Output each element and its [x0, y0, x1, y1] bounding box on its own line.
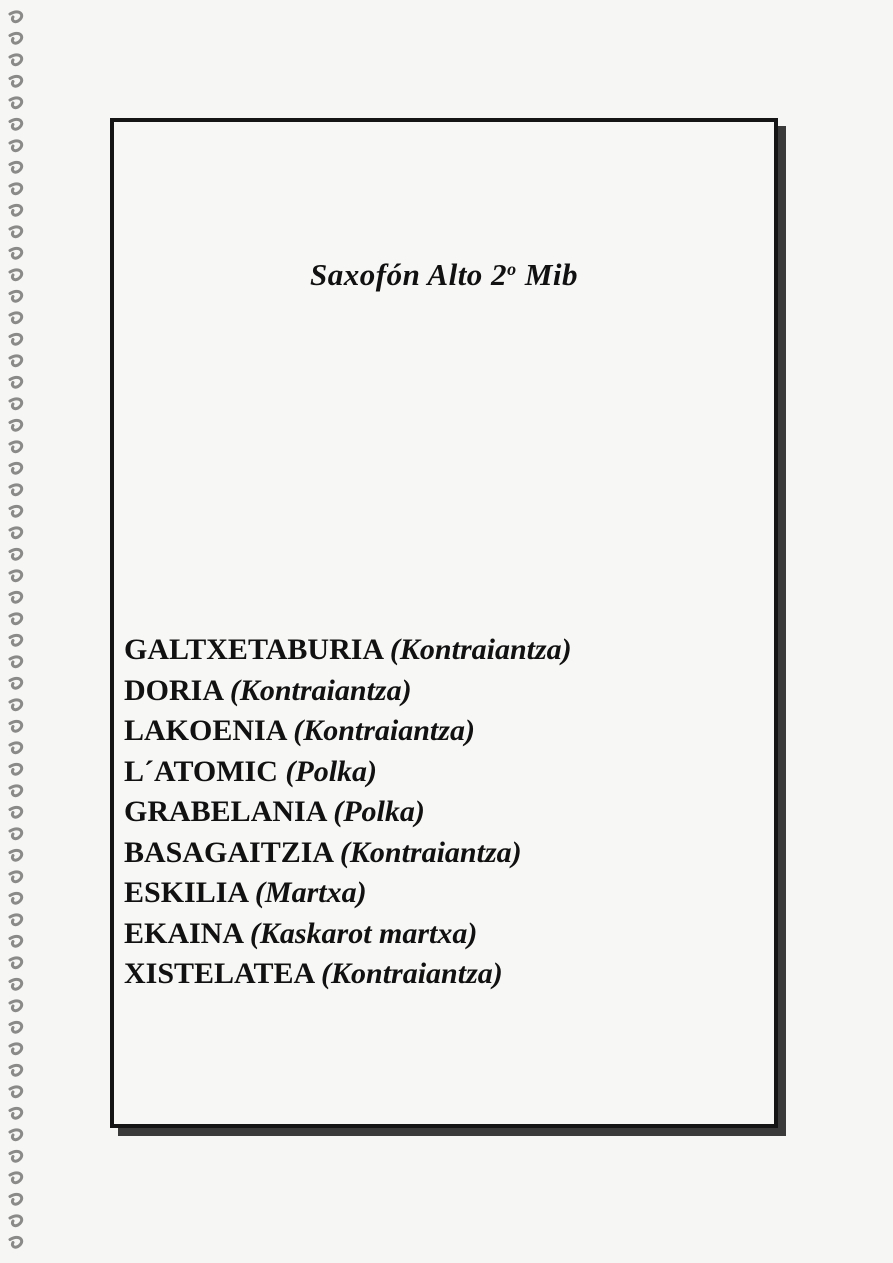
- list-item: [124, 914, 572, 955]
- spiral-coil-icon: [10, 528, 22, 538]
- spiral-coil-icon: [10, 635, 22, 645]
- piece-genre: (Martxa): [254, 876, 367, 909]
- piece-name: EKAINA: [124, 916, 243, 950]
- piece-genre: (Kontraiantza): [389, 633, 572, 666]
- piece-name: ESKILIA: [124, 876, 248, 909]
- piece-genre: (Polka): [333, 795, 425, 828]
- spiral-coil-icon: [10, 227, 22, 237]
- spiral-coil-icon: [10, 764, 22, 774]
- spiral-coil-icon: [10, 614, 22, 624]
- piece-name: L´ATOMIC: [124, 754, 278, 788]
- spiral-coil-icon: [10, 1044, 22, 1054]
- spiral-coil-icon: [10, 721, 22, 731]
- spiral-coil-icon: [10, 1022, 22, 1032]
- title-key: Mib: [524, 257, 578, 292]
- piece-genre: (Kontraiantza): [293, 714, 475, 747]
- list-item: [124, 711, 572, 752]
- spiral-coil-icon: [10, 33, 22, 43]
- spiral-coil-icon: [10, 334, 22, 344]
- spiral-coil-icon: [10, 1108, 22, 1118]
- spiral-coil-icon: [10, 291, 22, 301]
- piece-genre: (Kontraiantza): [321, 957, 503, 990]
- spiral-coil-icon: [10, 248, 22, 258]
- spiral-coil-icon: [10, 76, 22, 86]
- piece-name: LAKOENIA: [124, 714, 286, 747]
- spiral-coil-icon: [10, 700, 22, 710]
- piece-name: BASAGAITZIA: [124, 835, 333, 869]
- list-item: [124, 833, 572, 874]
- spiral-coil-icon: [10, 678, 22, 688]
- spiral-coil-icon: [10, 1237, 22, 1247]
- list-item: [124, 873, 572, 914]
- spiral-coil-icon: [10, 1065, 22, 1075]
- spiral-coil-icon: [10, 807, 22, 817]
- spiral-coil-icon: [10, 12, 22, 22]
- spiral-coil-icon: [10, 850, 22, 860]
- spiral-coil-icon: [10, 979, 22, 989]
- spiral-coil-icon: [10, 313, 22, 323]
- spiral-coil-icon: [10, 377, 22, 387]
- piece-genre: (Kontraiantza): [229, 673, 412, 707]
- spiral-coil-icon: [10, 893, 22, 903]
- spiral-coil-icon: [10, 399, 22, 409]
- title-instrument: Saxofón Alto 2: [310, 257, 508, 292]
- spiral-coil-icon: [10, 872, 22, 882]
- list-item: [124, 792, 572, 833]
- piece-name: XISTELATEA: [124, 957, 314, 990]
- spiral-coil-icon: [10, 936, 22, 946]
- page-title: [114, 257, 774, 293]
- spiral-coil-icon: [10, 1216, 22, 1226]
- piece-genre: (Kaskarot martxa): [249, 916, 478, 950]
- cover-frame: [110, 118, 778, 1128]
- spiral-coil-icon: [10, 786, 22, 796]
- spiral-coil-icon: [10, 55, 22, 65]
- spiral-coil-icon: [10, 485, 22, 495]
- piece-genre: (Kontraiantza): [339, 835, 522, 869]
- spiral-coil-icon: [10, 743, 22, 753]
- spiral-coil-icon: [10, 549, 22, 559]
- spiral-coil-icon: [10, 141, 22, 151]
- list-item: [124, 954, 572, 995]
- spiral-coil-icon: [10, 119, 22, 129]
- piece-name: GRABELANIA: [124, 795, 326, 828]
- spiral-coil-icon: [10, 829, 22, 839]
- spiral-coil-icon: [10, 420, 22, 430]
- spiral-coil-icon: [10, 356, 22, 366]
- spiral-coil-icon: [10, 1194, 22, 1204]
- spiral-coil-icon: [10, 1151, 22, 1161]
- spiral-coil-icon: [10, 442, 22, 452]
- spiral-coil-icon: [10, 1173, 22, 1183]
- list-item: [124, 752, 572, 793]
- spiral-coil-icon: [10, 958, 22, 968]
- spiral-coil-icon: [10, 592, 22, 602]
- spiral-coil-icon: [10, 184, 22, 194]
- piece-name: GALTXETABURIA: [124, 633, 383, 666]
- title-ordinal: o: [507, 259, 517, 279]
- spiral-binding-icon: [6, 6, 28, 1256]
- piece-name: DORIA: [124, 673, 223, 707]
- spiral-coil-icon: [10, 270, 22, 280]
- spiral-coil-icon: [10, 1001, 22, 1011]
- spiral-coil-icon: [10, 98, 22, 108]
- spiral-coil-icon: [10, 205, 22, 215]
- spiral-coil-icon: [10, 1130, 22, 1140]
- spiral-coil-icon: [10, 915, 22, 925]
- spiral-coil-icon: [10, 463, 22, 473]
- spiral-coil-icon: [10, 571, 22, 581]
- spiral-coil-icon: [10, 657, 22, 667]
- list-item: [124, 671, 572, 712]
- piece-list: [124, 630, 572, 995]
- list-item: [124, 630, 572, 671]
- spiral-coil-icon: [10, 162, 22, 172]
- piece-genre: (Polka): [285, 754, 378, 788]
- spiral-coil-icon: [10, 506, 22, 516]
- spiral-coil-icon: [10, 1087, 22, 1097]
